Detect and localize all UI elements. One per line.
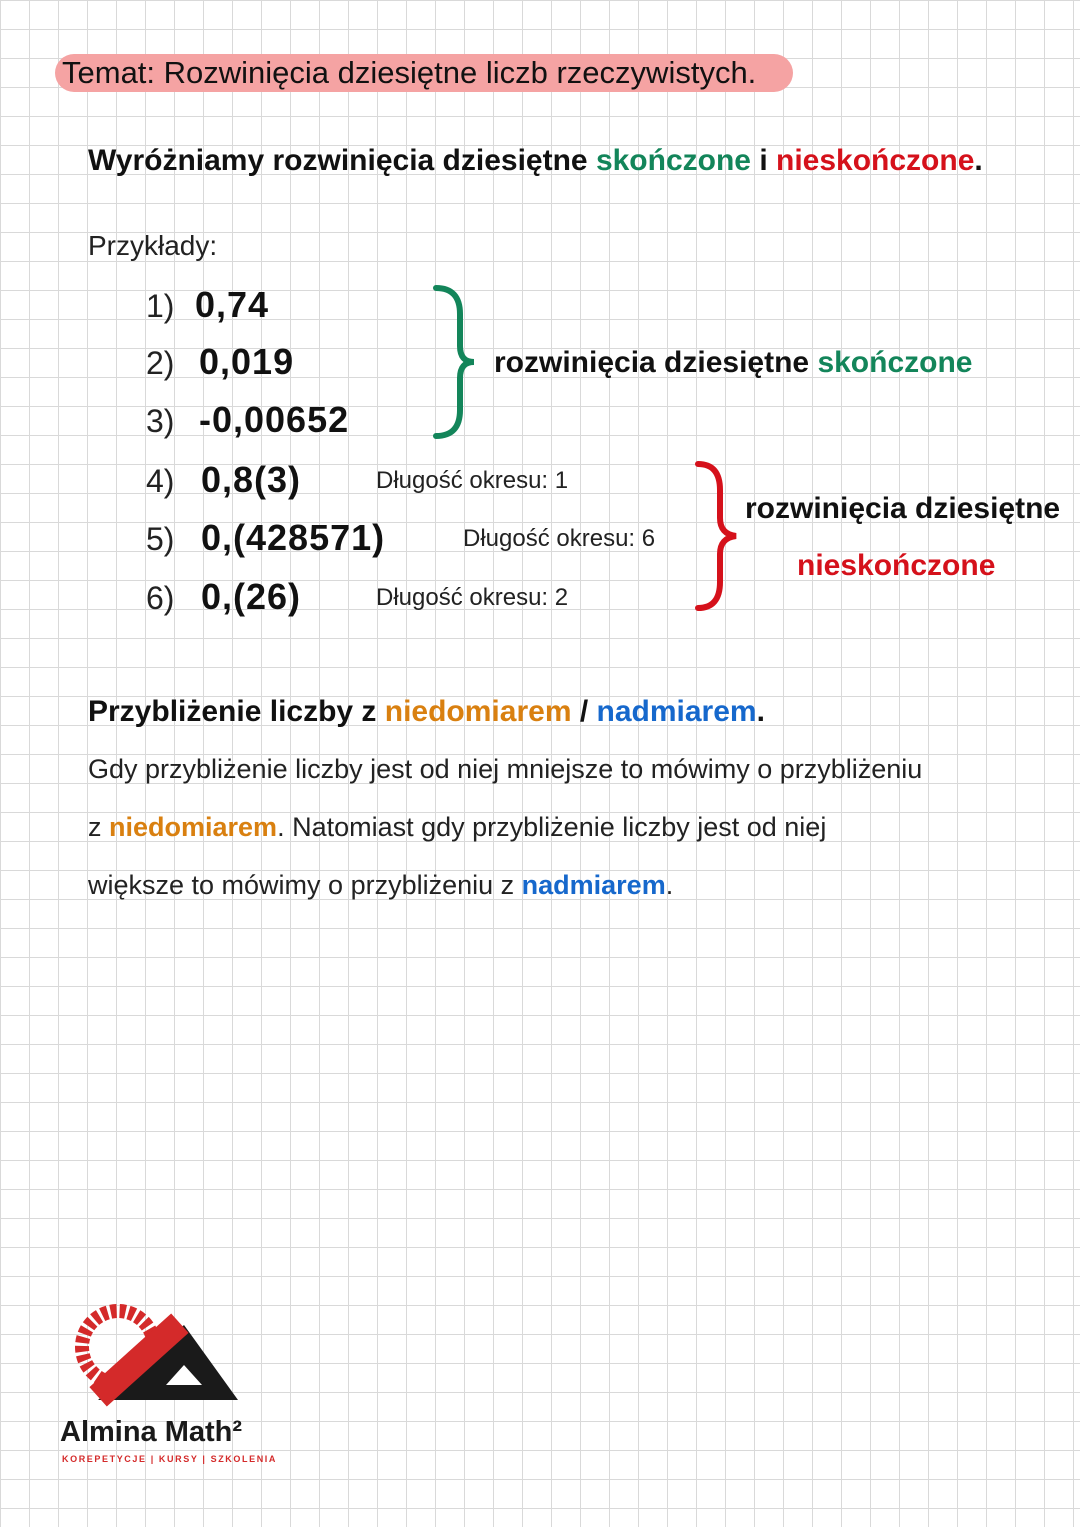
- logo-tagline: KOREPETYCJE | KURSY | SZKOLENIA: [62, 1454, 277, 1464]
- intro-infinite: nieskończone: [776, 144, 975, 177]
- example-value: 0,8(3): [201, 459, 302, 500]
- red-brace-icon: [692, 460, 746, 612]
- approx-under-word: niedomiarem: [109, 812, 278, 842]
- example-value: 0,(428571): [201, 517, 386, 558]
- page-title: Temat: Rozwinięcia dziesiętne liczb rzeczywistych.: [62, 55, 757, 90]
- finite-group-text: rozwinięcia dziesiętne: [494, 346, 818, 379]
- example-index: 4): [146, 463, 175, 499]
- example-index: 6): [146, 580, 175, 616]
- infinite-group-line2: nieskończone: [797, 549, 996, 582]
- approx-line-3: [88, 872, 673, 899]
- example-index: 5): [146, 521, 175, 557]
- example-value: 0,74: [195, 284, 270, 325]
- approx-text: większe to mówimy o przybliżeniu z: [88, 870, 522, 900]
- approx-heading: [88, 697, 765, 727]
- approx-text: . Natomiast gdy przybliżenie liczby jest od niej: [277, 812, 827, 842]
- period-length: Długość okresu: 6: [463, 525, 656, 552]
- example-index: 2): [146, 345, 175, 381]
- logo-tools-icon: [66, 1305, 246, 1405]
- example-value: -0,00652: [199, 399, 350, 440]
- infinite-group-line1: rozwinięcia dziesiętne: [745, 492, 1061, 525]
- examples-label: Przykłady:: [88, 230, 218, 261]
- intro-line: [88, 146, 983, 176]
- approx-heading-under: niedomiarem: [384, 695, 572, 728]
- intro-text: .: [974, 144, 983, 177]
- example-value: 0,019: [199, 341, 295, 382]
- approx-line-2: [88, 814, 826, 841]
- approx-heading-text: .: [756, 695, 765, 728]
- intro-text: i: [750, 144, 776, 177]
- example-index: 3): [146, 403, 175, 439]
- approx-heading-text: Przybliżenie liczby z: [88, 695, 385, 728]
- green-brace-icon: [430, 284, 480, 440]
- intro-finite: skończone: [595, 144, 751, 177]
- approx-heading-over: nadmiarem: [596, 695, 757, 728]
- example-index: 1): [146, 288, 175, 324]
- approx-over-word: nadmiarem: [521, 870, 666, 900]
- approx-text: z: [88, 812, 110, 842]
- approx-heading-text: /: [571, 695, 597, 728]
- period-length: Długość okresu: 2: [376, 584, 569, 611]
- intro-text: Wyróżniamy rozwinięcia dziesiętne: [88, 144, 596, 177]
- approx-text: .: [665, 870, 674, 900]
- approx-line-1: Gdy przybliżenie liczby jest od niej mniejsze to mówimy o przybliżeniu: [88, 754, 923, 784]
- example-value: 0,(26): [201, 576, 302, 617]
- finite-group-label: [494, 348, 972, 378]
- logo-name: Almina Math²: [60, 1416, 243, 1448]
- period-length: Długość okresu: 1: [376, 467, 569, 494]
- finite-group-word: skończone: [817, 346, 973, 379]
